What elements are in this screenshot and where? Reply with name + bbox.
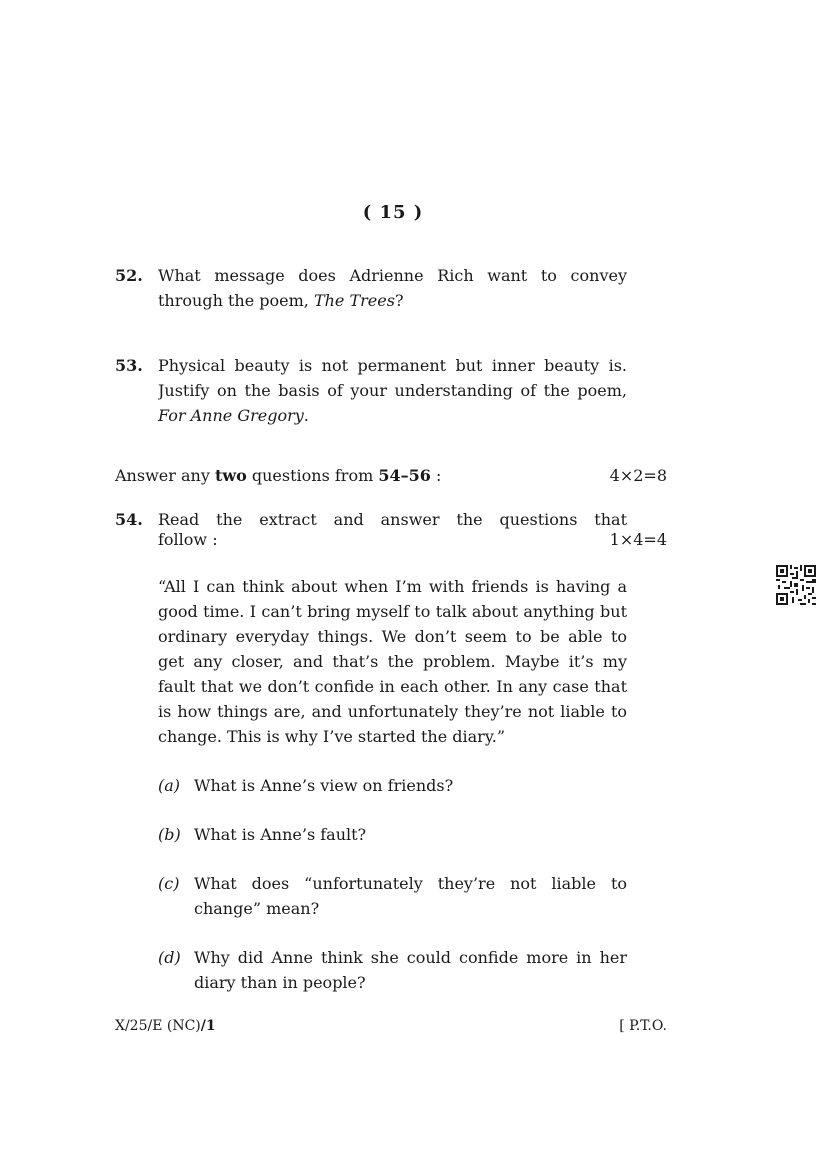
subquestion-c-label: (c) bbox=[158, 874, 180, 893]
question-52-end: ? bbox=[394, 291, 404, 310]
question-52-poem-title: The Trees bbox=[313, 291, 395, 310]
question-53-title-line bbox=[158, 403, 309, 428]
question-54-number: 54. bbox=[115, 510, 143, 529]
subquestion-d-label: (d) bbox=[158, 948, 181, 967]
instruction-range: 54–56 bbox=[378, 466, 431, 485]
subquestion-b-text: What is Anne’s fault? bbox=[194, 825, 367, 844]
question-53-number: 53. bbox=[115, 356, 143, 375]
subquestion-a-label: (a) bbox=[158, 776, 181, 795]
footer-pto: [ P.T.O. bbox=[619, 1018, 667, 1034]
footer-code-suffix: /1 bbox=[200, 1018, 216, 1034]
subquestion-b-label: (b) bbox=[158, 825, 181, 844]
instruction-prefix: Answer any bbox=[115, 466, 215, 485]
subquestion-d-text: Why did Anne think she could confide more in her diary than in people? bbox=[194, 948, 627, 992]
footer-code-prefix: X/25/E (NC) bbox=[115, 1018, 201, 1034]
instruction-middle: questions from bbox=[246, 466, 379, 485]
page-number: ( 15 ) bbox=[362, 202, 424, 223]
extract-passage: “All I can think about when I’m with friends is having a good time. I can’t bring myself to talk about anything but ordinary everyday things. We don’t seem to be able to get any closer, and that’s the problem. Maybe it’s my fault that we don’t confide in each other. In any case that is how things are, and unfortunately they’re not liable to change. This is why I’ve started the diary.” bbox=[158, 577, 627, 746]
instruction-marks: 4×2=8 bbox=[609, 466, 667, 485]
instruction-suffix: : bbox=[430, 466, 442, 485]
question-53-text: Physical beauty is not permanent but inner beauty is. Justify on the basis of your understanding of the poem, bbox=[158, 356, 627, 400]
question-54-marks: 1×4=4 bbox=[609, 530, 667, 549]
subquestion-a-text: What is Anne’s view on friends? bbox=[194, 776, 454, 795]
instruction-count: two bbox=[214, 466, 247, 485]
question-52-text bbox=[158, 263, 627, 313]
question-53-end: . bbox=[303, 406, 309, 425]
question-53-poem-title: For Anne Gregory bbox=[158, 406, 304, 425]
question-52-body: What message does Adrienne Rich want to convey through the poem, bbox=[158, 266, 627, 310]
qr-code-icon bbox=[776, 565, 816, 605]
question-52-number: 52. bbox=[115, 266, 143, 285]
question-54-line1: Read the extract and answer the questions that bbox=[158, 510, 627, 529]
subquestion-c-text: What does “unfortunately they’re not liable to change” mean? bbox=[194, 874, 627, 918]
footer-paper-code bbox=[115, 1016, 216, 1036]
question-54-line2: follow : bbox=[158, 530, 218, 549]
